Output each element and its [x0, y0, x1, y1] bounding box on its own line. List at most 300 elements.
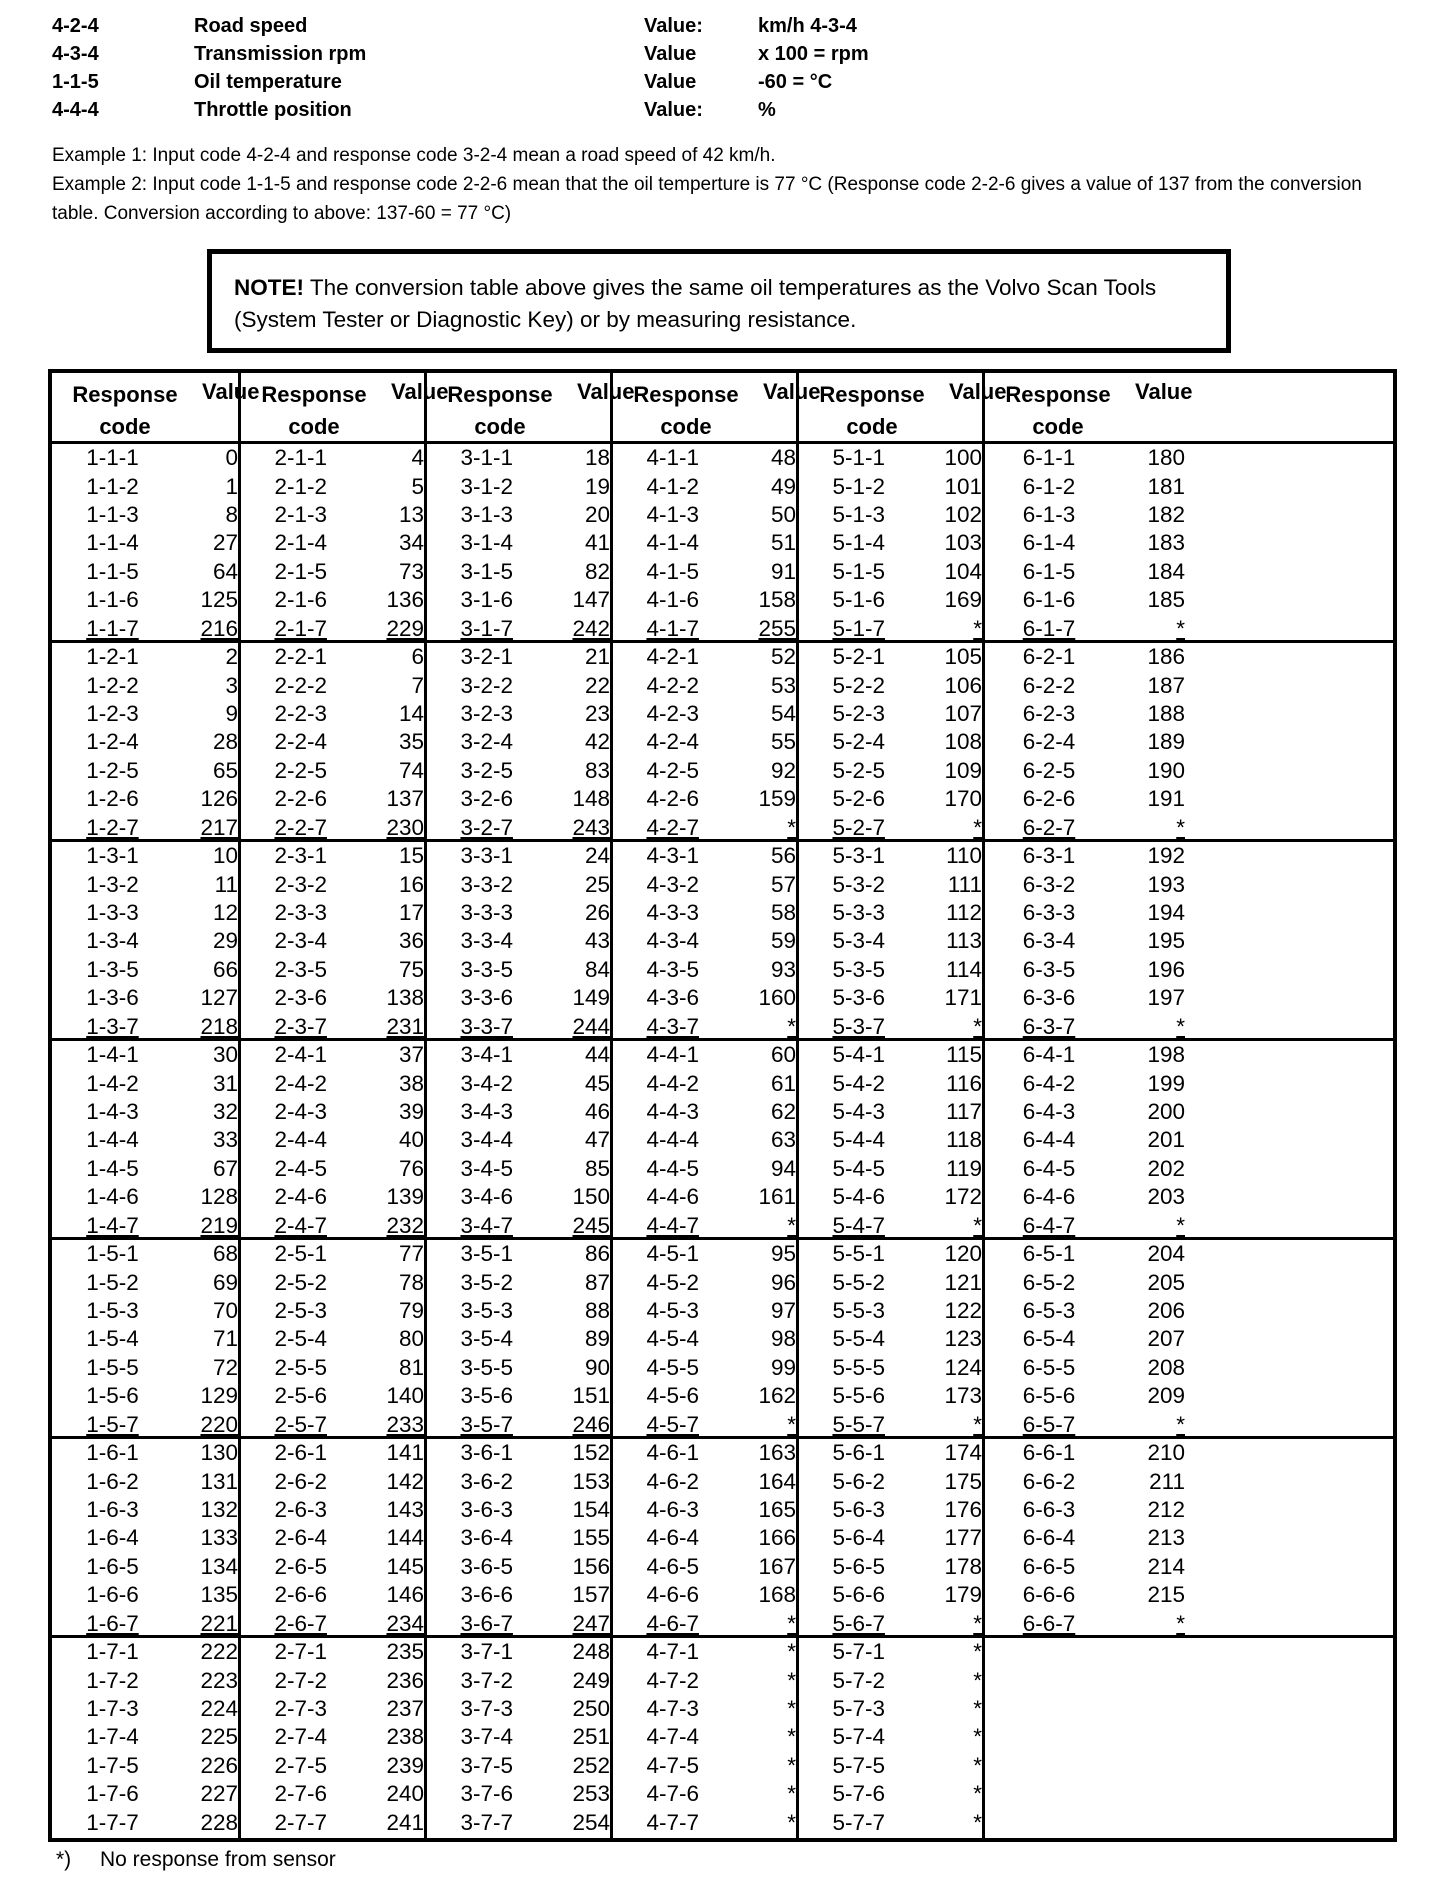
response-value: 112	[946, 899, 982, 925]
response-code: 2-7-7	[274, 1809, 327, 1835]
response-value: 74	[398, 757, 424, 783]
table-row	[241, 1638, 424, 1666]
response-code: 5-4-4	[832, 1127, 885, 1153]
table-row	[52, 1638, 238, 1666]
column-header	[799, 373, 1007, 444]
table-row	[241, 1382, 424, 1410]
table-row	[799, 1012, 982, 1040]
table-block	[241, 1439, 424, 1638]
table-row	[241, 899, 424, 927]
response-code: 6-6-7	[1022, 1610, 1076, 1636]
table-row	[985, 757, 1393, 785]
response-value: 203	[1147, 1184, 1185, 1210]
response-code: 4-6-1	[646, 1440, 699, 1466]
response-code: 6-3-2	[1022, 871, 1076, 897]
response-value: *	[1176, 1212, 1185, 1238]
response-code: 2-1-7	[274, 615, 327, 641]
response-code: 1-4-1	[86, 1042, 139, 1068]
table-row	[241, 1553, 424, 1581]
table-row	[241, 1780, 424, 1808]
response-code: 6-2-5	[1022, 757, 1076, 783]
response-code: 6-2-2	[1022, 672, 1076, 698]
table-row	[241, 558, 424, 586]
response-value: 89	[584, 1326, 610, 1352]
response-code: 5-4-3	[832, 1098, 885, 1124]
response-value: 141	[386, 1440, 424, 1466]
response-value: 51	[770, 530, 796, 556]
response-value: 6	[411, 644, 424, 670]
response-value: 83	[584, 757, 610, 783]
response-code: 3-2-6	[460, 786, 513, 812]
response-value: 94	[770, 1155, 796, 1181]
response-code: 2-1-4	[274, 530, 327, 556]
response-code: 1-4-4	[86, 1127, 139, 1153]
response-value: 154	[572, 1496, 610, 1522]
response-code: 5-6-7	[832, 1610, 885, 1636]
response-value: *	[1176, 1411, 1185, 1437]
table-row	[52, 757, 238, 785]
response-value: 61	[770, 1070, 796, 1096]
response-code: 4-2-7	[646, 814, 699, 840]
response-code: 6-4-7	[1022, 1212, 1076, 1238]
response-code: 1-5-4	[86, 1326, 139, 1352]
definition-unit: km/h 4-3-4	[758, 14, 857, 37]
response-code: 5-2-2	[832, 672, 885, 698]
response-value: 183	[1147, 530, 1185, 556]
response-value: 216	[200, 615, 238, 641]
table-row	[427, 1410, 610, 1438]
response-value: 144	[386, 1525, 424, 1551]
response-code: 2-3-6	[274, 985, 327, 1011]
response-value: 34	[398, 530, 424, 556]
response-value: 80	[398, 1326, 424, 1352]
response-value: 152	[572, 1440, 610, 1466]
response-value: 98	[770, 1326, 796, 1352]
table-row	[985, 671, 1393, 699]
response-code: 4-3-5	[646, 956, 699, 982]
table-row	[613, 643, 796, 671]
response-code: 1-7-7	[86, 1809, 139, 1835]
response-value: 100	[944, 445, 982, 471]
response-code: 4-2-1	[646, 644, 699, 670]
response-code: 5-4-7	[832, 1212, 885, 1238]
response-value: 177	[944, 1525, 982, 1551]
response-code: 4-7-3	[646, 1695, 699, 1721]
note-text: The conversion table above gives the same oil temperatures as the Volvo Scan Tools (System Tester or Diagnostic Key) or by measuring resistance.	[234, 275, 1157, 332]
response-value: 221	[200, 1610, 238, 1636]
response-code: 5-1-6	[832, 587, 885, 613]
response-value: 184	[1147, 558, 1185, 584]
table-row	[613, 984, 796, 1012]
response-value: 164	[758, 1468, 796, 1494]
response-code: 5-1-4	[832, 530, 885, 556]
response-code: 3-4-4	[460, 1127, 513, 1153]
table-row	[241, 1155, 424, 1183]
table-block	[613, 842, 796, 1041]
table-row	[613, 1382, 796, 1410]
response-code: 4-2-2	[646, 672, 699, 698]
response-value: 77	[398, 1241, 424, 1267]
response-code: 4-2-6	[646, 786, 699, 812]
response-value: 57	[770, 871, 796, 897]
response-value: 218	[200, 1013, 238, 1039]
response-value: 118	[946, 1127, 982, 1153]
column-header	[613, 373, 821, 444]
table-row	[799, 728, 982, 756]
table-row	[799, 1808, 982, 1836]
table-row	[799, 529, 982, 557]
response-value: 230	[386, 814, 424, 840]
response-code: 5-3-6	[832, 985, 885, 1011]
response-value: 189	[1147, 729, 1185, 755]
table-row	[241, 529, 424, 557]
response-code: 1-3-5	[86, 956, 139, 982]
response-code: 5-5-3	[832, 1297, 885, 1323]
response-value: 47	[584, 1127, 610, 1153]
response-value: 155	[572, 1525, 610, 1551]
response-value: 70	[212, 1297, 238, 1323]
response-value: 126	[200, 786, 238, 812]
response-value: 79	[398, 1297, 424, 1323]
response-value: 21	[584, 644, 610, 670]
table-row	[613, 501, 796, 529]
response-code: 4-4-7	[646, 1212, 699, 1238]
table-row	[799, 1297, 982, 1325]
table-row	[799, 1268, 982, 1296]
table-row	[241, 1211, 424, 1239]
response-code: 1-7-6	[86, 1781, 139, 1807]
table-block	[799, 1439, 982, 1638]
response-code: 1-1-5	[86, 558, 139, 584]
response-value: 53	[770, 672, 796, 698]
response-value: 219	[200, 1212, 238, 1238]
table-row	[613, 1439, 796, 1467]
table-row	[799, 558, 982, 586]
table-row	[613, 1297, 796, 1325]
table-row	[799, 671, 982, 699]
response-value: 175	[944, 1468, 982, 1494]
response-value: 181	[1147, 473, 1185, 499]
table-row	[427, 1638, 610, 1666]
response-value: 99	[770, 1354, 796, 1380]
response-value: 238	[386, 1724, 424, 1750]
response-value: 166	[758, 1525, 796, 1551]
response-code: 4-3-6	[646, 985, 699, 1011]
response-value: 211	[1149, 1468, 1185, 1494]
table-row	[799, 501, 982, 529]
response-value: 18	[584, 445, 610, 471]
response-code: 4-2-4	[646, 729, 699, 755]
response-value: 25	[584, 871, 610, 897]
table-block	[985, 842, 1393, 1041]
table-row	[613, 1268, 796, 1296]
response-value: 1	[225, 473, 238, 499]
response-value: 78	[398, 1269, 424, 1295]
response-code: 4-1-6	[646, 587, 699, 613]
table-row	[613, 785, 796, 813]
definition-code: 4-2-4	[52, 14, 99, 37]
response-code: 4-5-6	[646, 1383, 699, 1409]
response-code: 5-1-2	[832, 473, 885, 499]
response-value: 88	[584, 1297, 610, 1323]
table-row	[52, 1297, 238, 1325]
response-value: 131	[200, 1468, 238, 1494]
table-row	[52, 1780, 238, 1808]
response-code: 1-1-3	[86, 501, 139, 527]
response-code: 3-2-3	[460, 700, 513, 726]
response-value: *	[973, 1639, 982, 1665]
column-header	[52, 373, 260, 444]
table-row	[427, 870, 610, 898]
response-value: 236	[386, 1667, 424, 1693]
table-row	[427, 899, 610, 927]
response-value: 138	[386, 985, 424, 1011]
response-value: 248	[572, 1639, 610, 1665]
response-code: 1-3-6	[86, 985, 139, 1011]
table-block	[427, 1439, 610, 1638]
response-value: 185	[1147, 587, 1185, 613]
response-code: 2-2-6	[274, 786, 327, 812]
table-row	[241, 728, 424, 756]
response-code: 1-6-5	[86, 1553, 139, 1579]
response-value: 241	[386, 1809, 424, 1835]
table-row	[613, 1155, 796, 1183]
response-code: 2-2-7	[274, 814, 327, 840]
table-row	[241, 1496, 424, 1524]
table-block	[799, 444, 982, 643]
response-code: 4-6-7	[646, 1610, 699, 1636]
table-row	[427, 700, 610, 728]
response-value: 233	[386, 1411, 424, 1437]
response-value: 190	[1147, 757, 1185, 783]
response-code: 3-6-4	[460, 1525, 513, 1551]
definition-row	[52, 12, 1392, 40]
table-row	[241, 1069, 424, 1097]
response-code: 4-1-1	[646, 445, 699, 471]
response-value: 134	[200, 1553, 238, 1579]
response-value: 30	[212, 1042, 238, 1068]
response-code: 1-4-7	[86, 1212, 139, 1238]
response-value: 9	[225, 700, 238, 726]
table-block	[241, 444, 424, 643]
response-code: 2-4-5	[274, 1155, 327, 1181]
definitions-list	[52, 12, 1392, 124]
response-code: 1-3-4	[86, 928, 139, 954]
header-value: Value	[1135, 379, 1193, 404]
response-value: 130	[200, 1440, 238, 1466]
table-row	[613, 1808, 796, 1836]
table-row	[427, 813, 610, 841]
response-code: 5-1-3	[832, 501, 885, 527]
response-value: 60	[770, 1042, 796, 1068]
table-row	[52, 984, 238, 1012]
response-value: 207	[1147, 1326, 1185, 1352]
table-row	[985, 1354, 1393, 1382]
response-value: 43	[584, 928, 610, 954]
table-row	[985, 728, 1393, 756]
response-value: 115	[946, 1042, 982, 1068]
response-code: 4-4-1	[646, 1042, 699, 1068]
table-row	[427, 472, 610, 500]
response-code: 3-3-5	[460, 956, 513, 982]
table-row	[799, 1354, 982, 1382]
table-row	[241, 586, 424, 614]
conversion-table	[48, 369, 1397, 1842]
table-row	[613, 1780, 796, 1808]
table-row	[427, 1297, 610, 1325]
response-code: 2-4-4	[274, 1127, 327, 1153]
table-row	[241, 1581, 424, 1609]
response-value: 114	[946, 956, 982, 982]
response-code: 2-2-5	[274, 757, 327, 783]
table-row	[241, 984, 424, 1012]
response-code: 2-5-5	[274, 1354, 327, 1380]
column-header	[241, 373, 449, 444]
table-row	[613, 529, 796, 557]
table-row	[241, 472, 424, 500]
response-value: 42	[584, 729, 610, 755]
table-row	[613, 956, 796, 984]
table-row	[52, 1439, 238, 1467]
response-code: 5-7-7	[832, 1809, 885, 1835]
response-code: 5-7-3	[832, 1695, 885, 1721]
response-value: 252	[572, 1752, 610, 1778]
response-code: 3-6-1	[460, 1440, 513, 1466]
response-value: 198	[1147, 1042, 1185, 1068]
response-value: 19	[584, 473, 610, 499]
table-column-6	[982, 373, 1393, 1838]
response-value: 33	[212, 1127, 238, 1153]
table-row	[427, 728, 610, 756]
response-code: 1-5-2	[86, 1269, 139, 1295]
table-row	[799, 813, 982, 841]
response-code: 6-4-3	[1022, 1098, 1076, 1124]
response-code: 4-1-3	[646, 501, 699, 527]
response-value: 4	[411, 445, 424, 471]
table-row	[427, 984, 610, 1012]
table-block	[799, 1041, 982, 1240]
definition-unit: x 100 = rpm	[758, 42, 869, 65]
response-code: 5-1-1	[832, 445, 885, 471]
response-code: 6-2-7	[1022, 814, 1076, 840]
response-code: 2-3-7	[274, 1013, 327, 1039]
response-code: 1-2-5	[86, 757, 139, 783]
table-row	[52, 1382, 238, 1410]
response-code: 2-3-5	[274, 956, 327, 982]
response-value: 110	[946, 843, 982, 869]
response-code: 5-2-7	[832, 814, 885, 840]
table-row	[427, 927, 610, 955]
table-row	[52, 1183, 238, 1211]
response-code: 4-3-1	[646, 843, 699, 869]
response-value: 122	[944, 1297, 982, 1323]
table-row	[613, 472, 796, 500]
response-code: 1-6-4	[86, 1525, 139, 1551]
response-code: 5-4-1	[832, 1042, 885, 1068]
response-code: 6-2-1	[1022, 644, 1076, 670]
response-value: 231	[386, 1013, 424, 1039]
response-code: 5-5-7	[832, 1411, 885, 1437]
table-row	[52, 1609, 238, 1637]
response-value: 244	[572, 1013, 610, 1039]
table-row	[985, 1439, 1393, 1467]
table-block	[427, 643, 610, 842]
table-block	[241, 643, 424, 842]
table-column-5	[796, 373, 1007, 1838]
response-value: 188	[1147, 700, 1185, 726]
response-value: 22	[584, 672, 610, 698]
table-row	[52, 1410, 238, 1438]
response-code: 1-3-2	[86, 871, 139, 897]
table-block	[241, 1041, 424, 1240]
response-value: 29	[212, 928, 238, 954]
response-value: 176	[944, 1496, 982, 1522]
column-header	[985, 373, 1393, 444]
response-value: 49	[770, 473, 796, 499]
response-code: 6-1-6	[1022, 587, 1076, 613]
table-row	[427, 1041, 610, 1069]
response-code: 1-2-4	[86, 729, 139, 755]
response-value: 120	[944, 1241, 982, 1267]
response-code: 6-6-6	[1022, 1582, 1076, 1608]
table-row	[427, 1609, 610, 1637]
response-value: 39	[398, 1098, 424, 1124]
table-row	[241, 1297, 424, 1325]
response-code: 1-7-1	[86, 1639, 139, 1665]
table-row	[427, 1439, 610, 1467]
table-row	[985, 472, 1393, 500]
response-value: *	[973, 814, 982, 840]
response-code: 2-3-4	[274, 928, 327, 954]
response-code: 4-6-5	[646, 1553, 699, 1579]
response-code: 6-6-4	[1022, 1525, 1076, 1551]
response-code: 5-7-2	[832, 1667, 885, 1693]
response-value: 102	[944, 501, 982, 527]
response-value: 91	[770, 558, 796, 584]
response-code: 4-2-5	[646, 757, 699, 783]
response-code: 3-4-2	[460, 1070, 513, 1096]
response-value: 75	[398, 956, 424, 982]
response-code: 5-3-3	[832, 899, 885, 925]
table-column-3	[424, 373, 635, 1838]
response-code: 3-2-1	[460, 644, 513, 670]
response-value: 109	[944, 757, 982, 783]
response-code: 2-3-2	[274, 871, 327, 897]
response-code: 3-4-5	[460, 1155, 513, 1181]
table-row	[241, 1041, 424, 1069]
response-value: 192	[1147, 843, 1185, 869]
response-value: 46	[584, 1098, 610, 1124]
table-row	[241, 1808, 424, 1836]
response-value: 148	[572, 786, 610, 812]
response-value: 249	[572, 1667, 610, 1693]
table-row	[799, 1723, 982, 1751]
response-value: 200	[1147, 1098, 1185, 1124]
response-value: 23	[584, 700, 610, 726]
table-row	[427, 757, 610, 785]
table-block	[52, 1041, 238, 1240]
response-value: 206	[1147, 1297, 1185, 1323]
definition-label: Throttle position	[194, 98, 352, 121]
response-code: 6-5-1	[1022, 1241, 1076, 1267]
response-code: 6-1-1	[1022, 445, 1076, 471]
response-value: 239	[386, 1752, 424, 1778]
response-value: 55	[770, 729, 796, 755]
table-row	[985, 870, 1393, 898]
response-code: 1-3-1	[86, 843, 139, 869]
response-code: 5-5-4	[832, 1326, 885, 1352]
response-value: 210	[1147, 1440, 1185, 1466]
